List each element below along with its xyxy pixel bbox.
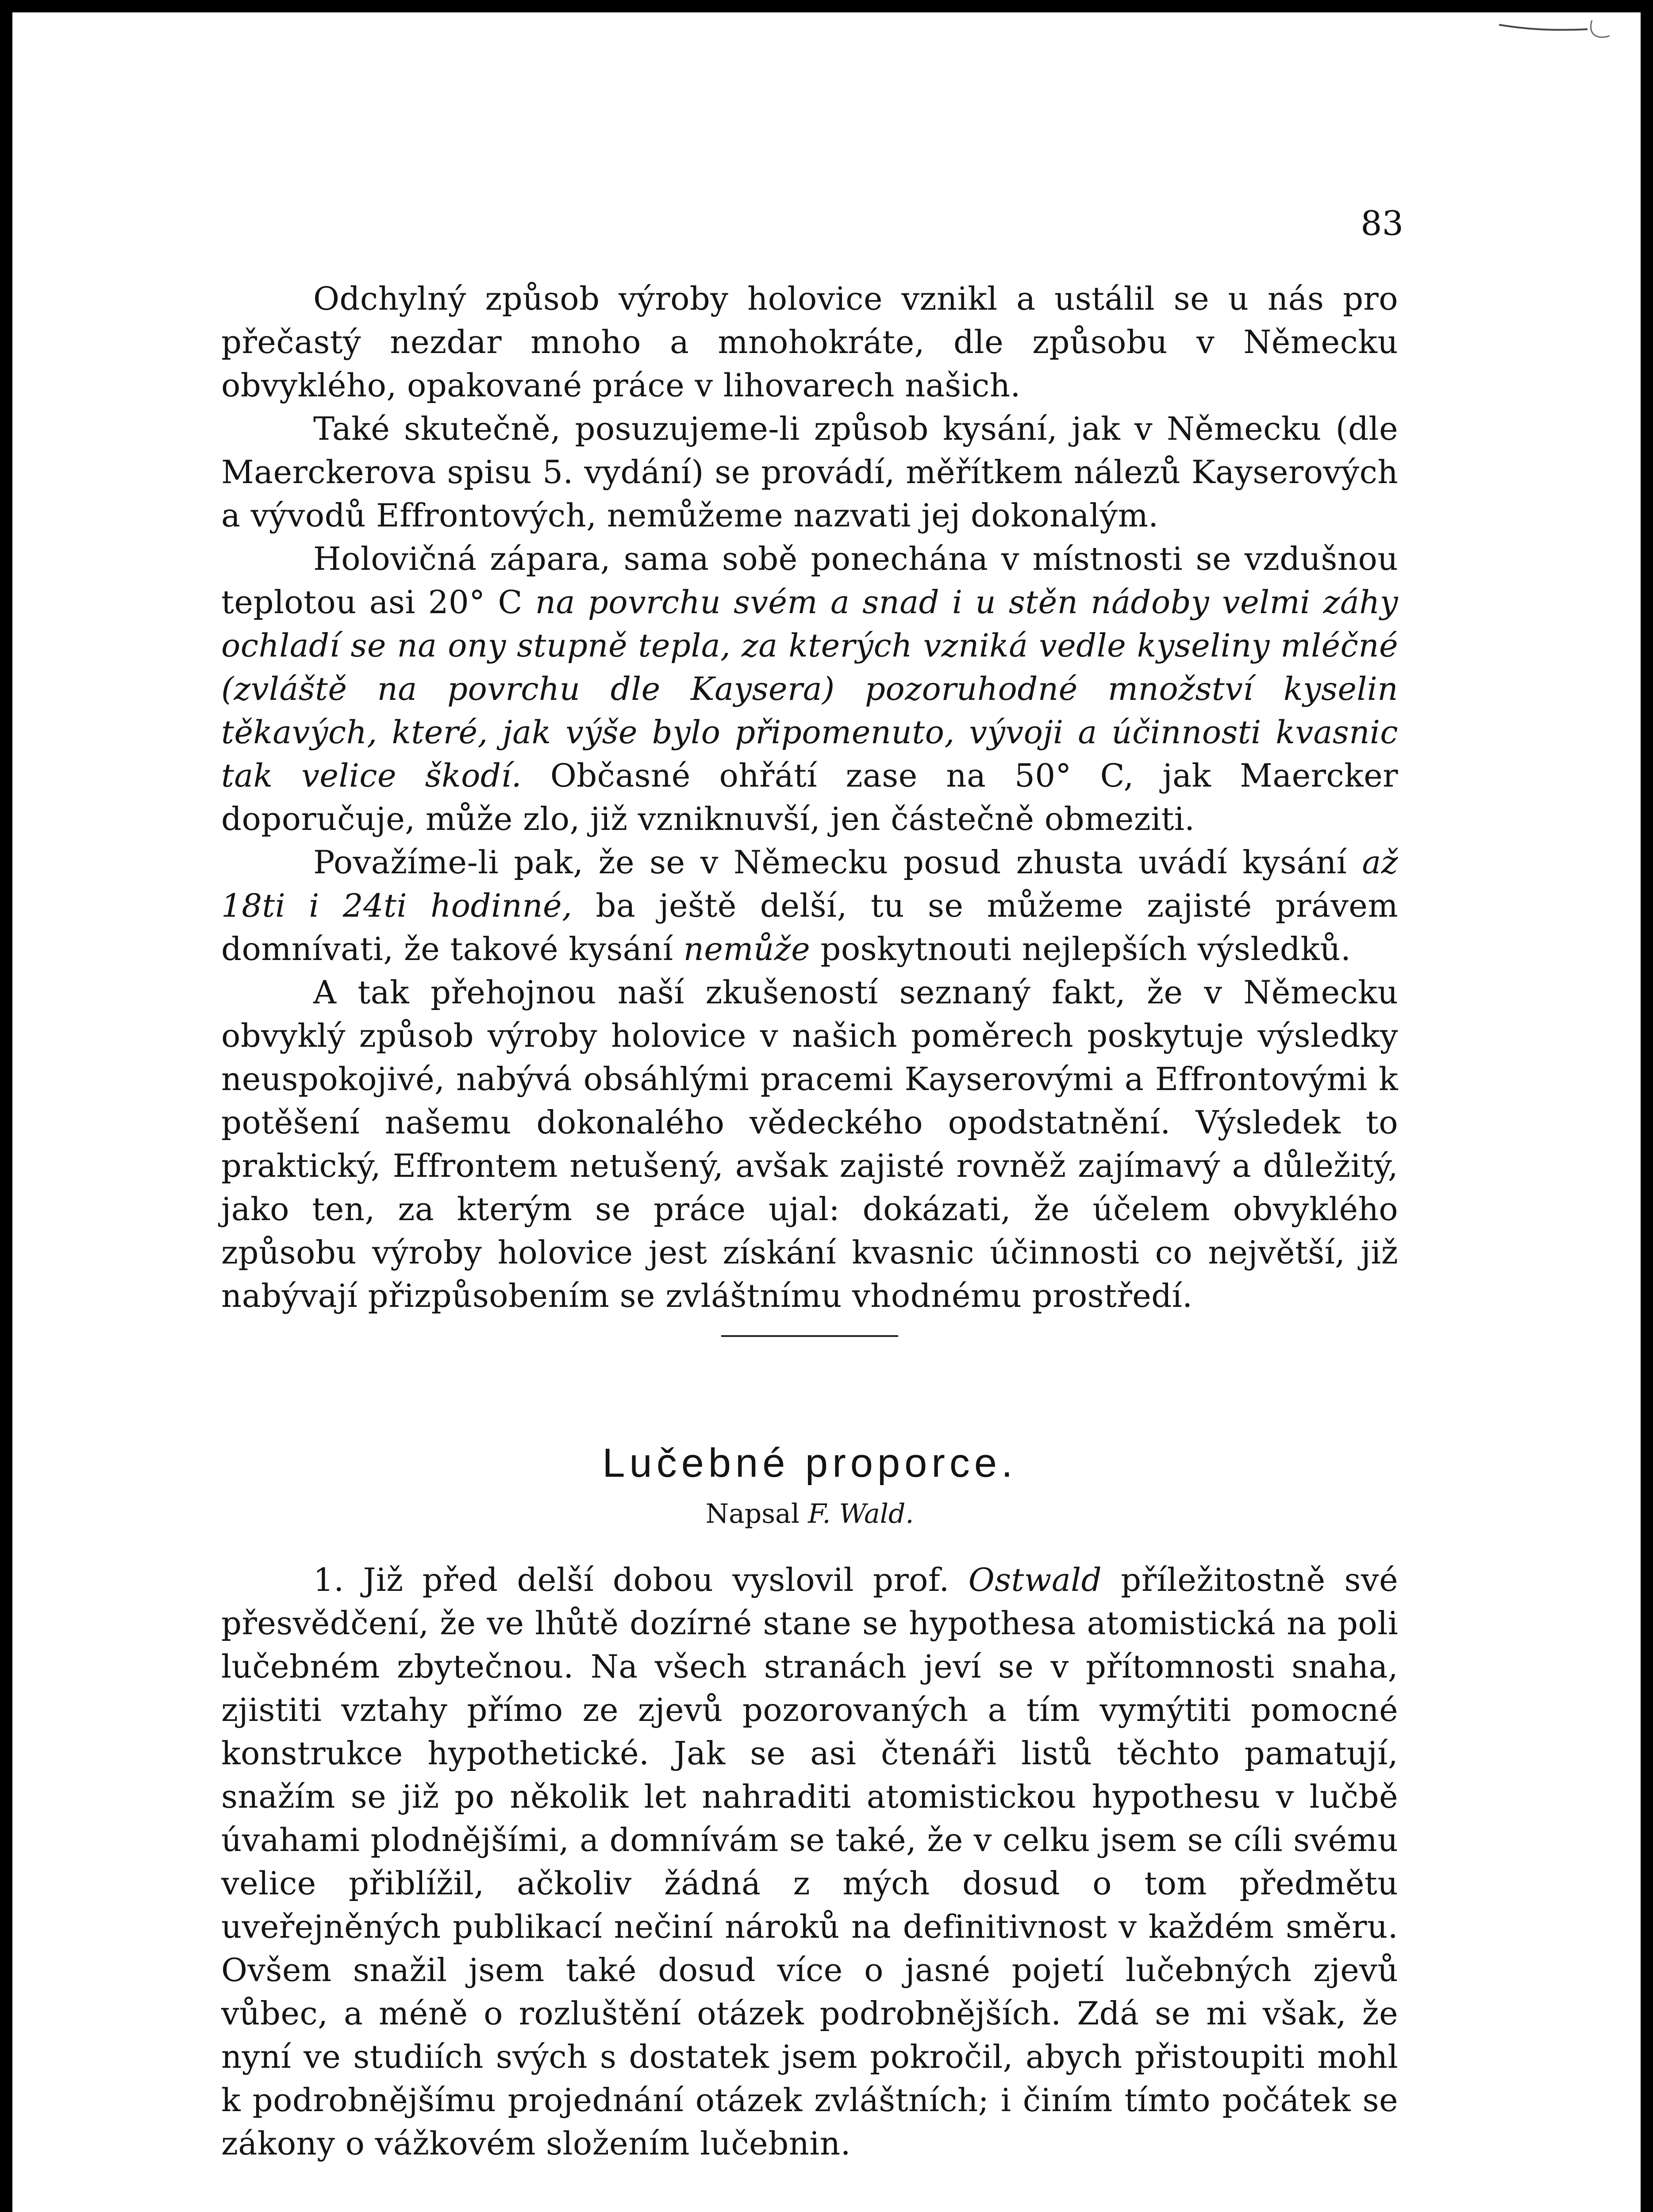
section-separator-rule (721, 1335, 898, 1337)
section-paragraph-1 (221, 1558, 1398, 2165)
paragraph-4-text-middle: ba ještě delší, tu se můžeme zajisté právem domnívati, že takové kysání (221, 887, 1398, 968)
paragraph-3 (221, 537, 1398, 841)
paragraph-4-text-end: poskytnouti nejlepších výsledků. (810, 930, 1351, 968)
paragraph-3-text-end: Občasné ohřátí zase na 50° C, jak Maercker doporučuje, může zlo, již vzniknuvší, jen částečně obmeziti. (221, 757, 1398, 837)
paragraph-1: Odchylný způsob výroby holovice vznikl a ustálil se u nás pro přečastý nezdar mnoho a mnohokráte, dle způsobu v Německu obvyklého, opakované práce v lihovarech našich. (221, 280, 1398, 404)
paragraph-2: Také skutečně, posuzujeme-li způsob kysání, jak v Německu (dle Maerckerova spisu 5. vydání) se provádí, měřítkem nálezů Kayserových a vývodů Effrontových, nemůžeme nazvati jej dokonalým. (221, 410, 1398, 534)
section-paragraph-1-text-end: příležitostně své přesvědčení, že ve lhůtě dozírné stane se hypothesa atomistická na poli lučebném zbytečnou. Na všech stranách jeví se v přítomnosti snaha, zjistiti vztahy přímo ze zjevů pozorovaných a tím vymýtiti pomocné konstrukce hypothetické. Jak se asi čtenáři listů těchto pamatují, snažím se již po několik let nahraditi atomistickou hypothesu v lučbě úvahami plodnějšími, a domnívám se také, že v celku jsem se cíli svému velice přiblížil, ačkoliv žádná z mých dosud o tom předmětu uveřejněných publikací nečiní nároků na definitivnost v každém směru. Ovšem snažil jsem také dosud více o jasné pojetí lučebných zjevů vůbec, a méně o rozluštění otázek podrobnějších. Zdá se mi však, že nyní ve studiích svých s dostatek jsem pokročil, abych přistoupiti mohl k podrobnějšímu projednání otázek zvláštních; i činím tímto počátek se zákony o vážkovém složením lučebnin. (221, 1561, 1398, 2162)
section-byline (221, 1496, 1398, 1532)
paragraph-4 (221, 841, 1398, 971)
paragraph-4-italic-1: až 18ti i 24ti hodinné, (221, 844, 1398, 924)
section-paragraph-1-italic: Ostwald (968, 1561, 1102, 1598)
byline-prefix: Napsal (705, 1498, 808, 1529)
byline-author: F. Wald. (808, 1498, 914, 1529)
paragraph-3-italic: na povrchu svém a snad i u stěn nádoby velmi záhy ochladí se na ony stupně tepla, za kterých vzniká vedle kyseliny mléčné (zvláště na povrchu dle Kaysera) pozoruhodné množství kyselin těkavých, které, jak výše bylo připomenuto, vývoji a účinnosti kvasnic tak velice škodí. (221, 584, 1398, 794)
paragraph-3-text-start: Holovičná zápara, sama sobě ponechána v místnosti se vzdušnou teplotou asi 20° C (221, 540, 1398, 621)
scanned-page (12, 12, 1641, 2212)
paragraph-4-italic-2: nemůže (683, 930, 811, 968)
page-number: 83 (1361, 204, 1403, 243)
paragraph-5: A tak přehojnou naší zkušeností seznaný fakt, že v Německu obvyklý způsob výroby holovice v našich poměrech poskytuje výsledky neuspokojivé, nabývá obsáhlými pracemi Kayserovými a Effrontovými k potěšení našemu dokonalého vědeckého opodstatnění. Výsledek to praktický, Effrontem netušený, avšak zajisté rovněž zajímavý a důležitý, jako ten, za kterým se práce ujal: dokázati, že účelem obvyklého způsobu výroby holovice jest získání kvasnic účinnosti co největší, již nabývají přizpůsobením se zvláštnímu vhodnému prostředí. (221, 974, 1398, 1314)
scan-artifact-mark (1499, 16, 1614, 42)
paragraph-4-text-start: Považíme-li pak, že se v Německu posud zhusta uvádí kysání (313, 844, 1362, 881)
page-content (221, 277, 1398, 2165)
section-paragraph-1-text-start: 1. Již před delší dobou vyslovil prof. (313, 1561, 969, 1598)
section-title: Lučebné proporce. (602, 1440, 1017, 1486)
